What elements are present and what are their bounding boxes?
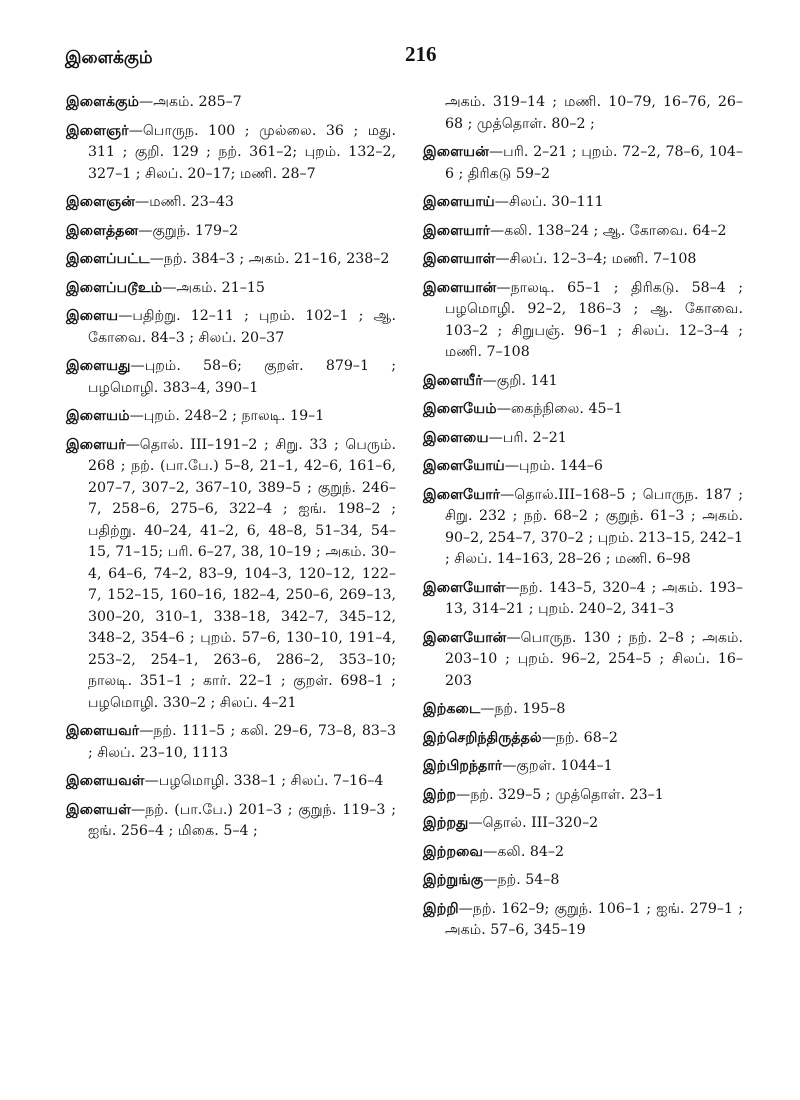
index-entry (423, 870, 743, 892)
entry-references: —நற். 143–5, 320–4 ; அகம். 193–13, 314–21 ; புறம். 240–2, 341–3 (445, 579, 743, 617)
entry-headword: இற்றவை (423, 843, 484, 860)
index-entry (423, 699, 743, 721)
entry-headword: இளையன் (423, 144, 489, 160)
index-entry (423, 192, 743, 214)
entry-references: —அகம். 21–15 (162, 279, 265, 296)
index-entry (423, 249, 743, 271)
index-entry (66, 278, 396, 300)
index-entry (423, 399, 743, 421)
entry-references: —புறம். 144–6 (504, 458, 603, 474)
entry-references: —பரி. 2–21 (488, 429, 567, 446)
entry-references: —நற். 68–2 (541, 729, 618, 746)
entry-headword: இற்செறிந்திருத்தல் (423, 729, 542, 746)
index-entry (66, 249, 396, 271)
entry-references: —குறள். 1044–1 (502, 758, 613, 774)
entry-headword: இளையது (66, 358, 131, 374)
entry-references: —குறுந். 179–2 (138, 222, 239, 239)
entry-references: அகம். 319–14 ; மணி. 10–79, 16–76, 26–68 ; முத்தொள். 80–2 ; (445, 94, 743, 132)
entry-headword: இளைஞர் (66, 122, 129, 139)
entry-references: —தொல்.III–168–5 ; பொருந. 187 ; சிறு. 232 ; நற். 68–2 ; குறுந். 61–3 ; அகம். 90–2, 254–7, 370–2 ; புறம். 213–15, 242–1 ; சிலப். 14–163, 28–26 ; மணி. 6–98 (445, 486, 743, 567)
index-entry (423, 899, 743, 942)
index-entry (423, 785, 743, 807)
index-entry (423, 728, 743, 750)
entry-headword: இற்றுங்கு (423, 872, 484, 888)
entry-headword: இளையள் (66, 801, 131, 818)
left-column (66, 92, 396, 850)
index-entry (423, 456, 743, 478)
index-entry (66, 306, 396, 349)
index-entry (423, 221, 743, 243)
index-entry (423, 485, 743, 571)
index-entry (66, 121, 396, 186)
entry-headword: இளையார் (423, 222, 491, 239)
index-entry (423, 278, 743, 364)
entry-references: —குறி. 141 (482, 372, 558, 389)
index-entry (66, 721, 396, 764)
entry-references: —பொருந. 130 ; நற். 2–8 ; அகம். 203–10 ; புறம். 96–2, 254–5 ; சிலப். 16–203 (445, 629, 743, 689)
entry-headword: இளையாய் (423, 194, 495, 210)
index-entry (423, 578, 743, 621)
entry-headword: இற்கடை (423, 701, 481, 717)
entry-references: —நற். 195–8 (480, 701, 566, 717)
entry-headword: இற்றது (423, 815, 469, 831)
index-entry (423, 842, 743, 864)
entry-references: —நாலடி. 65–1 ; திரிகடு. 58–4 ; பழமொழி. 92–2, 186–3 ; ஆ. கோவை. 103–2 ; சிறுபஞ். 96–1 ; சிலப். 12–3–4 ; மணி. 7–108 (445, 279, 743, 360)
entry-headword: இளைய (66, 308, 119, 324)
entry-references: —நற். 54–8 (483, 872, 560, 888)
entry-headword: இளைத்தன (66, 222, 139, 239)
entry-headword: இளையான் (423, 279, 497, 296)
entry-references: —புறம். 248–2 ; நாலடி. 19–1 (129, 408, 325, 424)
entry-headword: இளையாள் (423, 251, 496, 267)
entry-headword: இளைப்படூஉம் (66, 279, 163, 296)
entry-references: —நற். 384–3 ; அகம். 21–16, 238–2 (149, 251, 390, 267)
entry-headword: இளையோர் (423, 486, 501, 503)
running-head: இளைக்கும் (65, 48, 153, 68)
entry-references: —கலி. 138–24 ; ஆ. கோவை. 64–2 (490, 222, 727, 239)
entry-references: —அகம். 285–7 (139, 94, 242, 110)
entry-references: —நற். 329–5 ; முத்தொள். 23–1 (456, 786, 664, 803)
entry-headword: இளையவர் (66, 723, 140, 739)
index-entry (66, 435, 396, 715)
entry-headword: இளையவள் (66, 773, 145, 789)
index-entry (66, 800, 396, 843)
entry-references: —நற். 162–9; குறுந். 106–1 ; ஐங். 279–1 ; அகம். 57–6, 345–19 (445, 900, 743, 938)
right-column (423, 92, 743, 949)
index-entry (423, 142, 743, 185)
entry-headword: இற்பிறந்தார் (423, 758, 503, 774)
index-entry (66, 406, 396, 428)
entry-references: —கலி. 84–2 (483, 843, 565, 860)
entry-headword: இளையர் (66, 436, 126, 453)
entry-references: —தொல். III–191–2 ; சிறு. 33 ; பெரும். 268 ; நற். (பா.பே.) 5–8, 21–1, 42–6, 161–6, 207–7, 307–2, 367–10, 389–5 ; குறுந். 246–7, 258–6, 275–6, 322–4 ; ஐங். 198–2 ; பதிற்று. 40–24, 41–2, 6, 48–8, 51–34, 54–15, 71–15; பரி. 6–27, 38, 10–19 ; அகம். 30–4, 64–6, 74–2, 83–9, 104–3, 120–12, 122–7, 152–15, 160–16, 182–4, 250–6, 269–13, 300–20, 310–1, 338–18, 342–7, 345–12, 348–2, 354–6 ; புறம். 57–6, 130–10, 191–4, 253–2, 254–1, 263–6, 286–2, 353–10; நாலடி. 351–1 ; கார். 22–1 ; குறள். 698–1 ; பழமொழி. 330–2 ; சிலப். 4–21 (88, 436, 396, 711)
entry-references: —மணி. 23–43 (135, 194, 234, 210)
entry-references: —கைந்நிலை. 45–1 (496, 401, 623, 417)
entry-references: —பழமொழி. 338–1 ; சிலப். 7–16–4 (144, 773, 384, 789)
entry-headword: இளையோய் (423, 458, 505, 474)
index-entry (423, 813, 743, 835)
entry-references: —பொருந. 100 ; முல்லை. 36 ; மது. 311 ; குறி. 129 ; நற். 361–2; புறம். 132–2, 327–1 ; சிலப். 20–17; மணி. 28–7 (88, 122, 396, 182)
entry-references: —சிலப். 30–111 (494, 194, 604, 210)
entry-headword: இற்றி (423, 900, 459, 917)
index-entry (66, 221, 396, 243)
index-entry (66, 92, 396, 114)
index-entry (423, 756, 743, 778)
index-entry (66, 356, 396, 399)
entry-headword: இளைஞன் (66, 194, 136, 210)
entry-references: —சிலப். 12–3–4; மணி. 7–108 (495, 251, 697, 267)
page-header (65, 42, 745, 72)
entry-references: —நற். 111–5 ; கலி. 29–6, 73–8, 83–3 ; சிலப். 23–10, 1113 (88, 723, 396, 761)
entry-headword: இற்ற (423, 786, 457, 803)
entry-headword: இளையேம் (423, 401, 497, 417)
index-entry (66, 192, 396, 214)
entry-references: —தொல். III–320–2 (468, 815, 599, 831)
index-entry (423, 371, 743, 393)
entry-headword: இளைக்கும் (66, 94, 140, 110)
index-entry (423, 428, 743, 450)
index-entry (423, 92, 743, 135)
entry-references: —பதிற்று. 12–11 ; புறம். 102–1 ; ஆ. கோவை. 84–3 ; சிலப். 20–37 (88, 308, 396, 346)
entry-headword: இளைப்பட்ட (66, 251, 150, 267)
index-entry (66, 771, 396, 793)
entry-headword: இளையோன் (423, 629, 507, 646)
entry-headword: இளையை (423, 429, 489, 446)
entry-references: —நற். (பா.பே.) 201–3 ; குறுந். 119–3 ; ஐங். 256–4 ; மிகை. 5–4 ; (88, 801, 396, 839)
entry-headword: இளையோள் (423, 579, 506, 596)
index-entry (423, 628, 743, 693)
entry-references: —பரி. 2–21 ; புறம். 72–2, 78–6, 104–6 ; திரிகடு 59–2 (445, 144, 743, 182)
entry-headword: இளையீர் (423, 372, 483, 389)
page-number: 216 (405, 42, 437, 66)
entry-headword: இளையம் (66, 408, 130, 424)
entry-references: —புறம். 58–6; குறள். 879–1 ; பழமொழி. 383–4, 390–1 (88, 358, 396, 396)
